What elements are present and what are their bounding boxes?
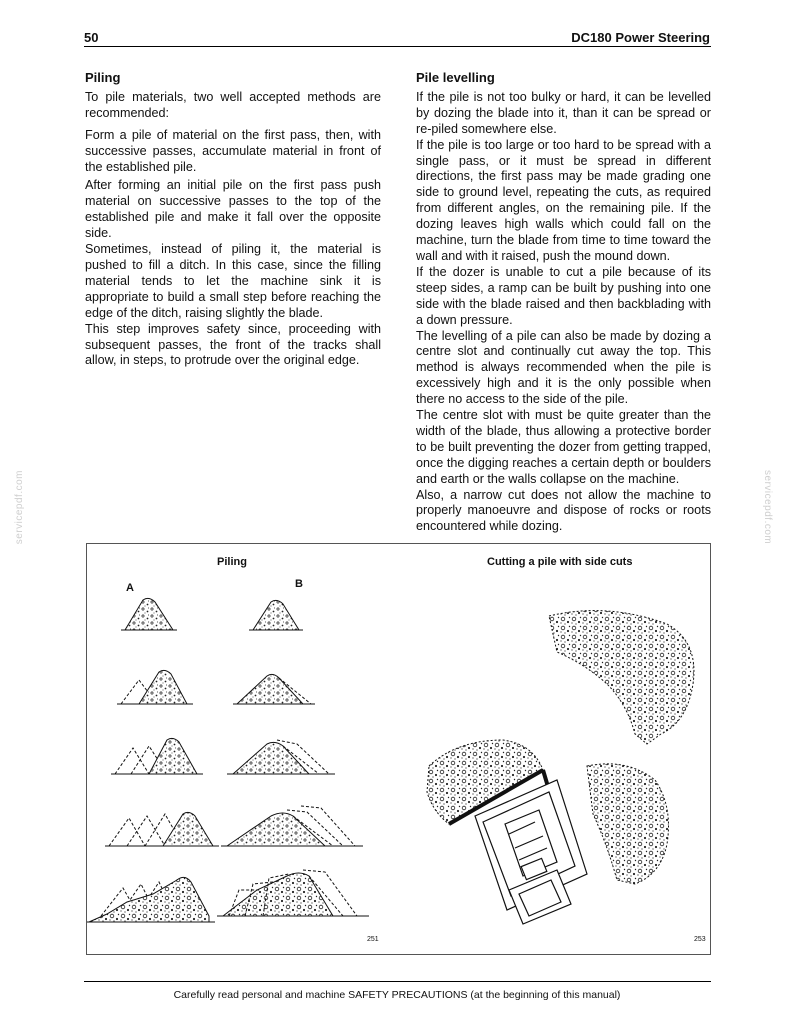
- pile-sequence-b: [217, 600, 369, 916]
- piling-paragraph-2: Form a pile of material on the first pass, then, with successive passes, accumulate material in front of the established pile.: [85, 127, 381, 174]
- levelling-paragraph-2: If the pile is too large or too hard to be spread with a single pass, or it must be spread in different directions, the first pass may be made grading one side to ground level, repeating the cuts, as required from different angles, on the remaining pile. If the dozing leaves high walls which could fall on the machine, turn the blade from time to time toward the wall and with it raised, push the mound down.: [416, 137, 711, 263]
- method-b-label: B: [295, 578, 303, 590]
- watermark-right: servicepdf.com: [762, 470, 773, 545]
- levelling-paragraph-4: The levelling of a pile can also be made by dozing a centre slot and continually cut away the top. This method is always recommended when the pile is excessively high and it is the only possible when there no access to the side of the pile.: [416, 328, 711, 407]
- figure-number-right: 253: [694, 936, 706, 943]
- piling-paragraph-4: Sometimes, instead of piling it, the material is pushed to fill a ditch. In this case, since the filling material tends to let the machine sink it is appropriate to build a small step before reaching the edge of the ditch, raising slightly the blade.: [85, 242, 381, 320]
- watermark-left: servicepdf.com: [14, 470, 25, 545]
- method-a-label: A: [126, 582, 134, 594]
- manual-title: DC180 Power Steering: [571, 30, 710, 45]
- safety-footer: Carefully read personal and machine SAFETY PRECAUTIONS (at the beginning of this manual): [173, 989, 621, 1001]
- figure-number-left: 251: [367, 936, 379, 943]
- piling-caption: Piling: [217, 556, 247, 568]
- piling-paragraph-1: To pile materials, two well accepted methods are recommended:: [85, 89, 381, 120]
- levelling-paragraph-1: If the pile is not too bulky or hard, it can be levelled by dozing the blade into it, than it can be spread or re-piled somewhere else.: [416, 89, 711, 136]
- pile-levelling-heading: Pile levelling: [416, 70, 495, 85]
- illustration: [87, 544, 712, 956]
- figure-box: [86, 543, 711, 955]
- piling-paragraph-3: After forming an initial pile on the first pass push material on successive passes to the top of the established pile and make it fall over the opposite side.: [85, 178, 381, 241]
- levelling-paragraph-6: Also, a narrow cut does not allow the machine to properly manoeuvre and dispose of rocks or roots encountered while dozing.: [416, 487, 711, 534]
- footer-rule: [84, 981, 711, 982]
- side-cuts-caption: Cutting a pile with side cuts: [487, 556, 633, 568]
- piling-heading: Piling: [85, 70, 121, 85]
- pile-levelling-section: [416, 70, 711, 535]
- pile-sequence-a: [87, 598, 219, 922]
- levelling-paragraph-5: The centre slot with must be quite greater than the width of the blade, thus allowing a protective border to be built preventing the dozer from getting trapped, once the digging reaches a certain depth or boulders and earth or the walls collapse on the machine.: [416, 408, 711, 486]
- piling-section: [85, 70, 381, 369]
- header-rule: [84, 46, 711, 47]
- page-number: 50: [84, 30, 99, 45]
- side-cut-illustration: [427, 611, 694, 924]
- piling-paragraph-5: This step improves safety since, proceeding with subsequent passes, the front of the tracks shall allow, in steps, to protrude over the original edge.: [85, 321, 381, 368]
- page-header: [84, 30, 710, 46]
- levelling-paragraph-3: If the dozer is unable to cut a pile because of its steep sides, a ramp can be built by pushing into one side with the blade raised and then backblading with a down pressure.: [416, 264, 711, 327]
